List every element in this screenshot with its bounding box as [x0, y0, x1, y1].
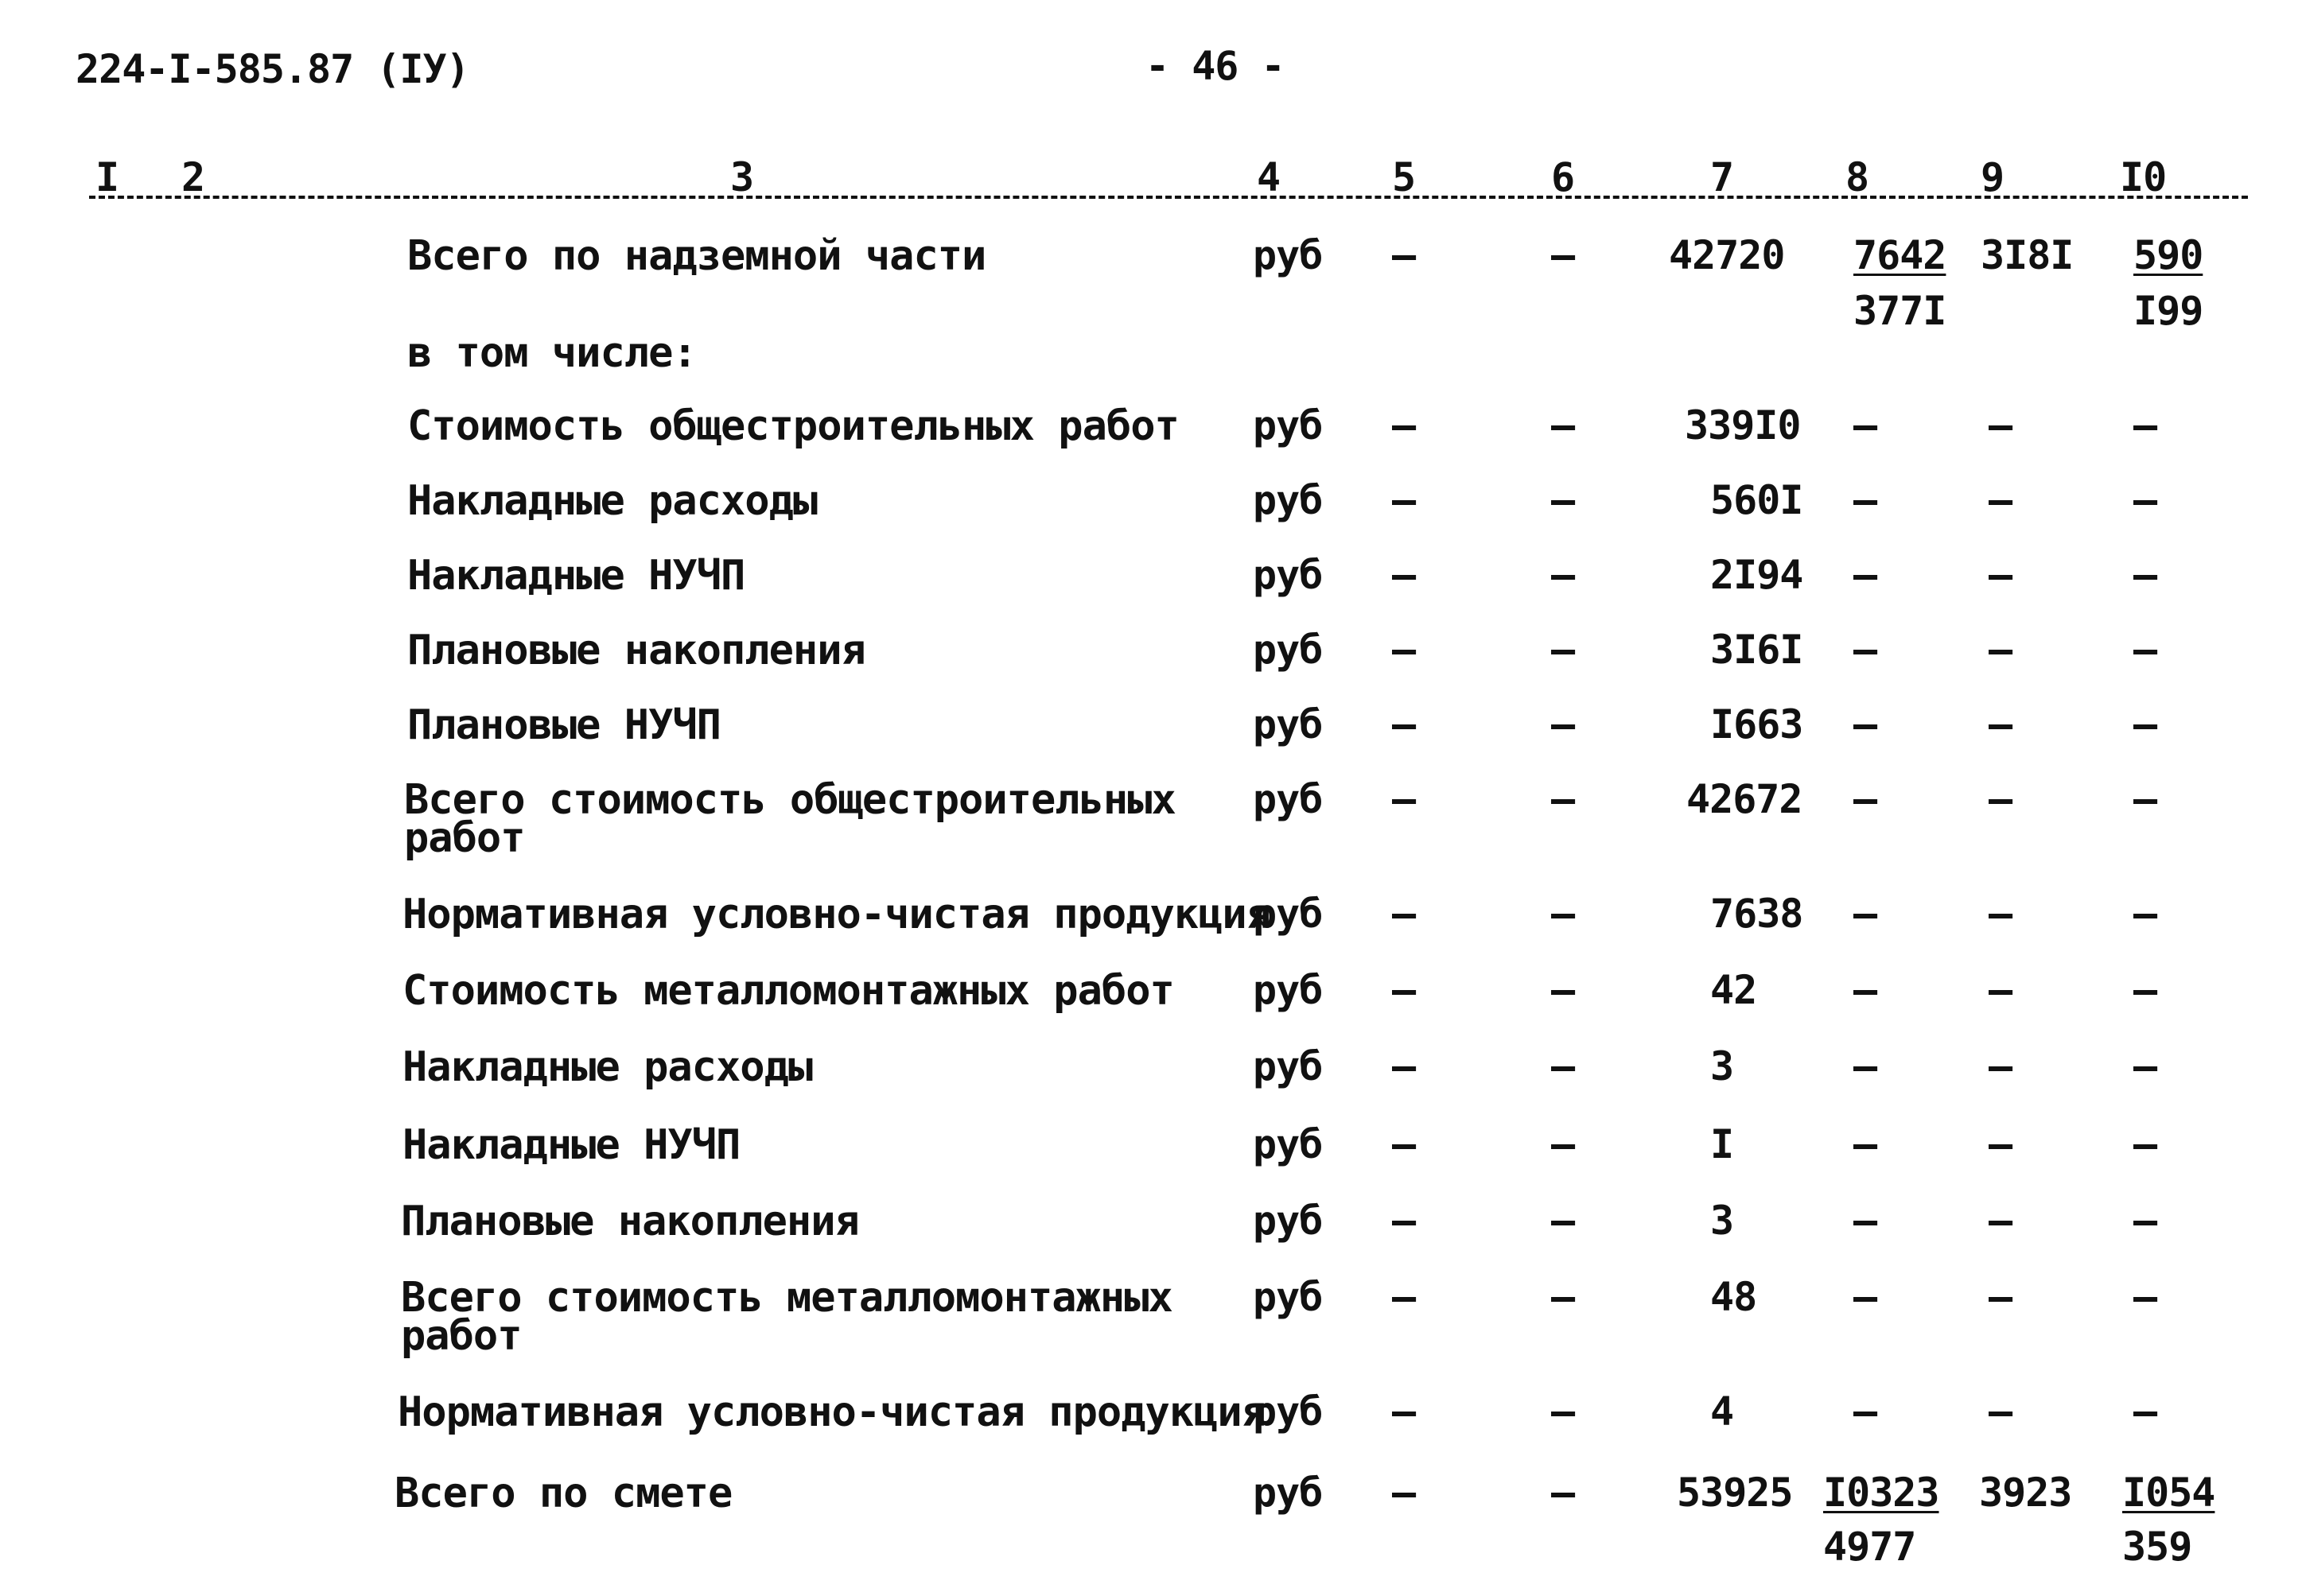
col8-dash: –	[1853, 776, 1877, 822]
col6-dash: –	[1551, 402, 1575, 449]
col5-dash: –	[1392, 1388, 1416, 1435]
col5-dash: –	[1392, 232, 1416, 278]
col-num-2: 2	[181, 154, 205, 200]
col-num-10: I0	[2120, 154, 2167, 200]
col8-dash: –	[1853, 1043, 1877, 1089]
col7-value: I663	[1710, 701, 1803, 748]
col6-dash: –	[1551, 627, 1575, 673]
col9-dash: –	[1989, 477, 2012, 523]
col5-dash: –	[1392, 967, 1416, 1013]
col8-dash: –	[1853, 701, 1877, 748]
row-label: Нормативная условно-чистая продукция	[402, 891, 1271, 938]
col8-dash: –	[1853, 1121, 1877, 1167]
col10-dash: –	[2133, 1198, 2157, 1244]
col7-value: 42	[1710, 967, 1757, 1013]
col-num-6: 6	[1551, 154, 1575, 200]
col-num-7: 7	[1710, 154, 1734, 200]
col10-top-value: I054	[2122, 1470, 2215, 1516]
col7-value: 48	[1710, 1274, 1757, 1320]
col-num-1: I	[95, 154, 119, 200]
col5-dash: –	[1392, 477, 1416, 523]
col7-value: I	[1710, 1121, 1734, 1167]
col8-dash: –	[1853, 627, 1877, 673]
col5-dash: –	[1392, 891, 1416, 937]
col8-top-value: I0323	[1823, 1470, 1939, 1516]
row-unit: руб	[1253, 1121, 1323, 1167]
col6-dash: –	[1551, 776, 1575, 822]
row-label: Накладные расходы	[402, 1043, 813, 1091]
col8-dash: –	[1853, 1198, 1877, 1244]
row-label: Всего по смете	[395, 1470, 733, 1517]
col7-value: 339I0	[1685, 402, 1801, 449]
col9-dash: –	[1989, 402, 2012, 449]
row-label: Всего стоимость общестроительных	[404, 776, 1176, 824]
col5-dash: –	[1392, 1470, 1416, 1516]
col-num-8: 8	[1845, 154, 1869, 200]
col6-dash: –	[1551, 1121, 1575, 1167]
col9-dash: –	[1989, 776, 2012, 822]
col9-dash: –	[1989, 1274, 2012, 1320]
col6-dash: –	[1551, 967, 1575, 1013]
col5-dash: –	[1392, 1043, 1416, 1089]
col6-dash: –	[1551, 232, 1575, 278]
row-label: в том числе:	[407, 329, 697, 377]
row-unit: руб	[1253, 477, 1323, 523]
col9-dash: –	[1989, 1388, 2012, 1435]
col9-dash: –	[1989, 1121, 2012, 1167]
document-code: 224-I-585.87 (IУ)	[76, 46, 469, 92]
row-unit: руб	[1253, 627, 1323, 673]
col8-top-value: 7642	[1853, 232, 1946, 278]
col8-dash: –	[1853, 891, 1877, 937]
col6-dash: –	[1551, 1388, 1575, 1435]
row-label: Всего стоимость металломонтажных	[401, 1274, 1172, 1322]
col7-value: 560I	[1710, 477, 1803, 523]
row-label: Плановые накопления	[407, 627, 865, 674]
row-label: Нормативная условно-чистая продукция	[398, 1388, 1266, 1436]
col7-value: 2I94	[1710, 552, 1803, 598]
col8-dash: –	[1853, 1274, 1877, 1320]
col5-dash: –	[1392, 552, 1416, 598]
page-number: - 46 -	[1145, 43, 1285, 89]
row-unit: руб	[1253, 1043, 1323, 1089]
col6-dash: –	[1551, 1198, 1575, 1244]
col-num-3: 3	[730, 154, 754, 200]
col7-value: 42672	[1686, 776, 1802, 822]
row-unit: руб	[1253, 891, 1323, 937]
col7-value: 3	[1710, 1198, 1734, 1244]
col8-dash: –	[1853, 552, 1877, 598]
col6-dash: –	[1551, 1043, 1575, 1089]
col10-dash: –	[2133, 1274, 2157, 1320]
col8-bottom-value: 377I	[1853, 288, 1946, 334]
row-unit: руб	[1253, 232, 1323, 278]
col10-dash: –	[2133, 477, 2157, 523]
col-num-5: 5	[1392, 154, 1416, 200]
col9-dash: –	[1989, 552, 2012, 598]
col6-dash: –	[1551, 552, 1575, 598]
col7-value: 4	[1710, 1388, 1734, 1435]
col8-dash: –	[1853, 477, 1877, 523]
col10-bottom-value: 359	[2122, 1524, 2192, 1570]
row-label: Накладные НУЧП	[402, 1121, 741, 1169]
col9-dash: –	[1989, 1198, 2012, 1244]
row-unit: руб	[1253, 1388, 1323, 1435]
col-num-4: 4	[1257, 154, 1281, 200]
col10-dash: –	[2133, 891, 2157, 937]
row-unit: руб	[1253, 967, 1323, 1013]
row-label: Накладные расходы	[407, 477, 818, 525]
col10-dash: –	[2133, 552, 2157, 598]
col5-dash: –	[1392, 776, 1416, 822]
row-unit: руб	[1253, 1274, 1323, 1320]
col5-dash: –	[1392, 1274, 1416, 1320]
row-label: Плановые НУЧП	[407, 701, 721, 749]
row-unit: руб	[1253, 701, 1323, 748]
col7-value: 42720	[1669, 232, 1785, 278]
col10-dash: –	[2133, 1388, 2157, 1435]
col9-dash: –	[1989, 701, 2012, 748]
row-unit: руб	[1253, 1470, 1323, 1516]
col9-dash: –	[1989, 967, 2012, 1013]
col10-dash: –	[2133, 776, 2157, 822]
row-label: Плановые накопления	[401, 1198, 859, 1245]
header-rule	[89, 196, 2248, 199]
col9-dash: –	[1989, 627, 2012, 673]
col7-value: 3I6I	[1710, 627, 1803, 673]
col7-value: 53925	[1677, 1470, 1793, 1516]
col10-dash: –	[2133, 1043, 2157, 1089]
row-label: Всего по надземной части	[407, 232, 986, 280]
col5-dash: –	[1392, 1121, 1416, 1167]
col10-dash: –	[2133, 1121, 2157, 1167]
row-unit: руб	[1253, 402, 1323, 449]
col10-dash: –	[2133, 627, 2157, 673]
col6-dash: –	[1551, 891, 1575, 937]
col8-dash: –	[1853, 1388, 1877, 1435]
row-label-continuation: работ	[404, 814, 525, 862]
row-label: Стоимость металломонтажных работ	[402, 967, 1174, 1015]
col9-dash: –	[1989, 891, 2012, 937]
row-unit: руб	[1253, 1198, 1323, 1244]
col10-dash: –	[2133, 701, 2157, 748]
col10-bottom-value: I99	[2133, 288, 2203, 334]
col7-value: 3	[1710, 1043, 1734, 1089]
col8-dash: –	[1853, 402, 1877, 449]
col5-dash: –	[1392, 1198, 1416, 1244]
col6-dash: –	[1551, 701, 1575, 748]
col10-dash: –	[2133, 967, 2157, 1013]
col8-bottom-value: 4977	[1823, 1524, 1916, 1570]
col5-dash: –	[1392, 627, 1416, 673]
col10-dash: –	[2133, 402, 2157, 449]
col9-value: 3923	[1979, 1470, 2072, 1516]
col10-top-value: 590	[2133, 232, 2203, 278]
col-num-9: 9	[1981, 154, 2005, 200]
row-label: Стоимость общестроительных работ	[407, 402, 1179, 450]
col6-dash: –	[1551, 1274, 1575, 1320]
row-unit: руб	[1253, 552, 1323, 598]
col8-dash: –	[1853, 967, 1877, 1013]
row-label-continuation: работ	[401, 1312, 522, 1360]
col9-value: 3I8I	[1981, 232, 2074, 278]
col6-dash: –	[1551, 477, 1575, 523]
col7-value: 7638	[1710, 891, 1803, 937]
col9-dash: –	[1989, 1043, 2012, 1089]
col5-dash: –	[1392, 701, 1416, 748]
row-unit: руб	[1253, 776, 1323, 822]
row-label: Накладные НУЧП	[407, 552, 745, 600]
col5-dash: –	[1392, 402, 1416, 449]
col6-dash: –	[1551, 1470, 1575, 1516]
